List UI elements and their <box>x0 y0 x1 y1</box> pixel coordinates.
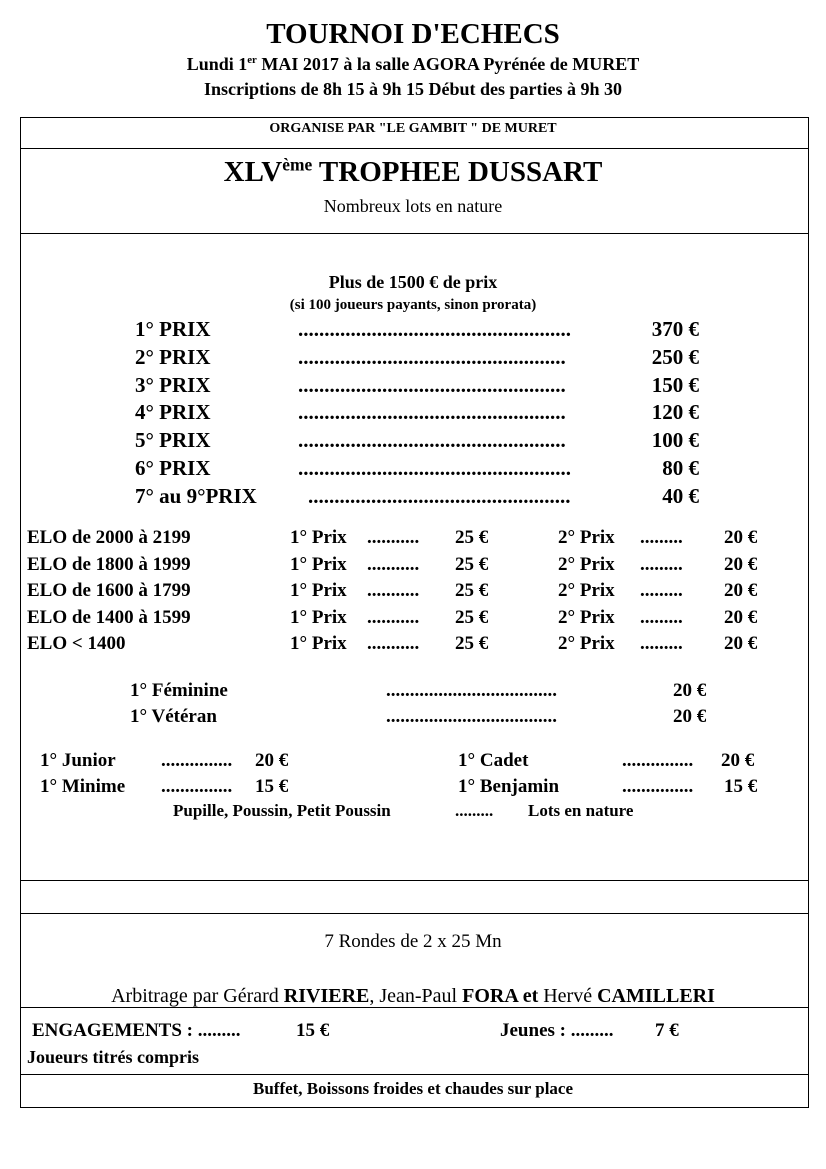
youth-left-dots: ............... <box>161 750 233 771</box>
trophy-title-prefix: XLV <box>223 156 283 188</box>
prize-amount: 150 € <box>651 372 699 397</box>
arbiter-3: CAMILLERI <box>597 985 715 1007</box>
rounds-info: 7 Rondes de 2 x 25 Mn <box>324 931 502 952</box>
special-dots: .................................... <box>386 680 557 701</box>
elo-second-label: 2° Prix <box>558 633 615 655</box>
prize-amount: 80 € <box>662 456 699 480</box>
youth-left-dots: ............... <box>161 776 233 797</box>
trophy-title <box>0 156 826 189</box>
fees-label: ENGAGEMENTS : ......... <box>32 1020 241 1041</box>
fees-amount: 15 € <box>296 1020 330 1041</box>
prize-label: 1° PRIX <box>135 317 211 341</box>
elo-range: ELO de 1400 à 1599 <box>27 606 191 628</box>
prize-amount: 120 € <box>651 400 699 425</box>
prize-dots: ................................................... <box>298 372 566 397</box>
elo-second-dots: ......... <box>640 580 683 602</box>
elo-second-dots: ......... <box>640 527 683 548</box>
prize-label: 2° PRIX <box>135 344 211 369</box>
youth-right-dots: ............... <box>622 776 694 797</box>
date-line-sup: er <box>247 54 257 66</box>
prize-dots: .................................................... <box>298 317 571 341</box>
elo-second-amount: 20 € <box>724 633 758 655</box>
prize-label: 6° PRIX <box>135 456 211 480</box>
prize-amount: 100 € <box>651 428 699 453</box>
prize-label: 7° au 9°PRIX <box>135 483 257 508</box>
elo-first-label: 1° Prix <box>290 580 347 602</box>
arbitration-sep: Hervé <box>538 985 598 1007</box>
elo-second-amount: 20 € <box>724 606 758 628</box>
youth-right-amount: 20 € <box>721 750 755 771</box>
elo-first-label: 1° Prix <box>290 553 347 575</box>
youth-right-amount: 15 € <box>724 776 758 797</box>
special-dots: .................................... <box>386 706 557 727</box>
prize-note: (si 100 joueurs payants, sinon prorata) <box>289 297 537 313</box>
elo-first-label: 1° Prix <box>290 527 347 548</box>
elo-second-dots: ......... <box>640 633 683 655</box>
elo-first-dots: ........... <box>367 633 420 655</box>
prize-dots: .................................................. <box>308 483 571 508</box>
youth-right-label: 1° Cadet <box>458 750 529 771</box>
divider <box>20 880 809 881</box>
divider <box>20 233 809 234</box>
elo-range: ELO de 2000 à 2199 <box>27 527 191 548</box>
special-amount: 20 € <box>673 706 707 727</box>
prize-label: 4° PRIX <box>135 400 211 425</box>
special-amount: 20 € <box>673 680 707 701</box>
special-label: 1° Vétéran <box>130 706 217 727</box>
youth-others-dots: ......... <box>455 801 494 820</box>
elo-second-dots: ......... <box>640 606 683 628</box>
arbitration-line <box>0 985 826 1008</box>
trophy-title-suffix: TROPHEE DUSSART <box>312 156 603 188</box>
prize-dots: ................................................... <box>298 428 566 453</box>
elo-second-label: 2° Prix <box>558 553 615 575</box>
youth-left-label: 1° Junior <box>40 750 116 771</box>
youth-left-amount: 20 € <box>255 750 289 771</box>
elo-first-amount: 25 € <box>455 633 489 655</box>
elo-range: ELO < 1400 <box>27 633 126 655</box>
prize-amount: 250 € <box>651 344 699 369</box>
elo-second-amount: 20 € <box>724 553 758 575</box>
prize-dots: .................................................... <box>298 456 571 480</box>
elo-second-amount: 20 € <box>724 527 758 548</box>
arbiter-2: FORA <box>462 985 518 1007</box>
divider <box>20 148 809 149</box>
divider <box>20 1074 809 1075</box>
fees-note: Joueurs titrés compris <box>27 1047 199 1067</box>
prize-heading: Plus de 1500 € de prix <box>328 272 498 292</box>
elo-first-dots: ........... <box>367 527 420 548</box>
elo-second-label: 2° Prix <box>558 580 615 602</box>
arbitration-sep: , Jean-Paul <box>369 985 463 1007</box>
elo-first-amount: 25 € <box>455 606 489 628</box>
elo-first-dots: ........... <box>367 606 420 628</box>
elo-first-label: 1° Prix <box>290 606 347 628</box>
youth-right-label: 1° Benjamin <box>458 776 560 797</box>
elo-second-label: 2° Prix <box>558 527 615 548</box>
arbitration-prefix: Arbitrage par Gérard <box>111 985 284 1007</box>
elo-first-label: 1° Prix <box>290 633 347 655</box>
trophy-subtitle: Nombreux lots en nature <box>323 196 503 216</box>
prize-label: 5° PRIX <box>135 428 211 453</box>
tournament-title: TOURNOI D'ECHECS <box>266 18 560 50</box>
prize-dots: ................................................... <box>298 400 566 425</box>
elo-second-label: 2° Prix <box>558 606 615 628</box>
date-line-prefix: Lundi 1 <box>186 54 248 74</box>
prize-amount: 40 € <box>662 483 699 508</box>
youth-others-label: Pupille, Poussin, Petit Poussin <box>173 801 391 820</box>
trophy-title-sup: ème <box>282 154 313 175</box>
youth-left-label: 1° Minime <box>40 776 126 797</box>
elo-first-amount: 25 € <box>455 553 489 575</box>
elo-range: ELO de 1600 à 1799 <box>27 580 191 602</box>
youth-right-dots: ............... <box>622 750 694 771</box>
youth-fees-label: Jeunes : ......... <box>500 1020 614 1041</box>
elo-first-dots: ........... <box>367 553 420 575</box>
date-line <box>0 54 826 75</box>
youth-others-value: Lots en nature <box>528 801 634 820</box>
prize-dots: ................................................... <box>298 344 566 369</box>
prize-label: 3° PRIX <box>135 372 211 397</box>
footer-line: Buffet, Boissons froides et chaudes sur place <box>252 1079 574 1098</box>
youth-left-amount: 15 € <box>255 776 289 797</box>
elo-range: ELO de 1800 à 1999 <box>27 553 191 575</box>
elo-first-amount: 25 € <box>455 527 489 548</box>
youth-fees-amount: 7 € <box>655 1020 679 1041</box>
organiser-line: ORGANISE PAR "LE GAMBIT " DE MURET <box>269 121 557 136</box>
prize-amount: 370 € <box>651 317 699 341</box>
divider <box>20 913 809 914</box>
special-label: 1° Féminine <box>130 680 228 701</box>
elo-first-dots: ........... <box>367 580 420 602</box>
schedule-line: Inscriptions de 8h 15 à 9h 15 Début des parties à 9h 30 <box>203 79 623 99</box>
elo-first-amount: 25 € <box>455 580 489 602</box>
elo-second-dots: ......... <box>640 553 683 575</box>
arbitration-et: et <box>517 985 539 1007</box>
date-line-suffix: MAI 2017 à la salle AGORA Pyrénée de MURET <box>256 54 640 74</box>
arbiter-1: RIVIERE <box>283 985 370 1007</box>
elo-second-amount: 20 € <box>724 580 758 602</box>
